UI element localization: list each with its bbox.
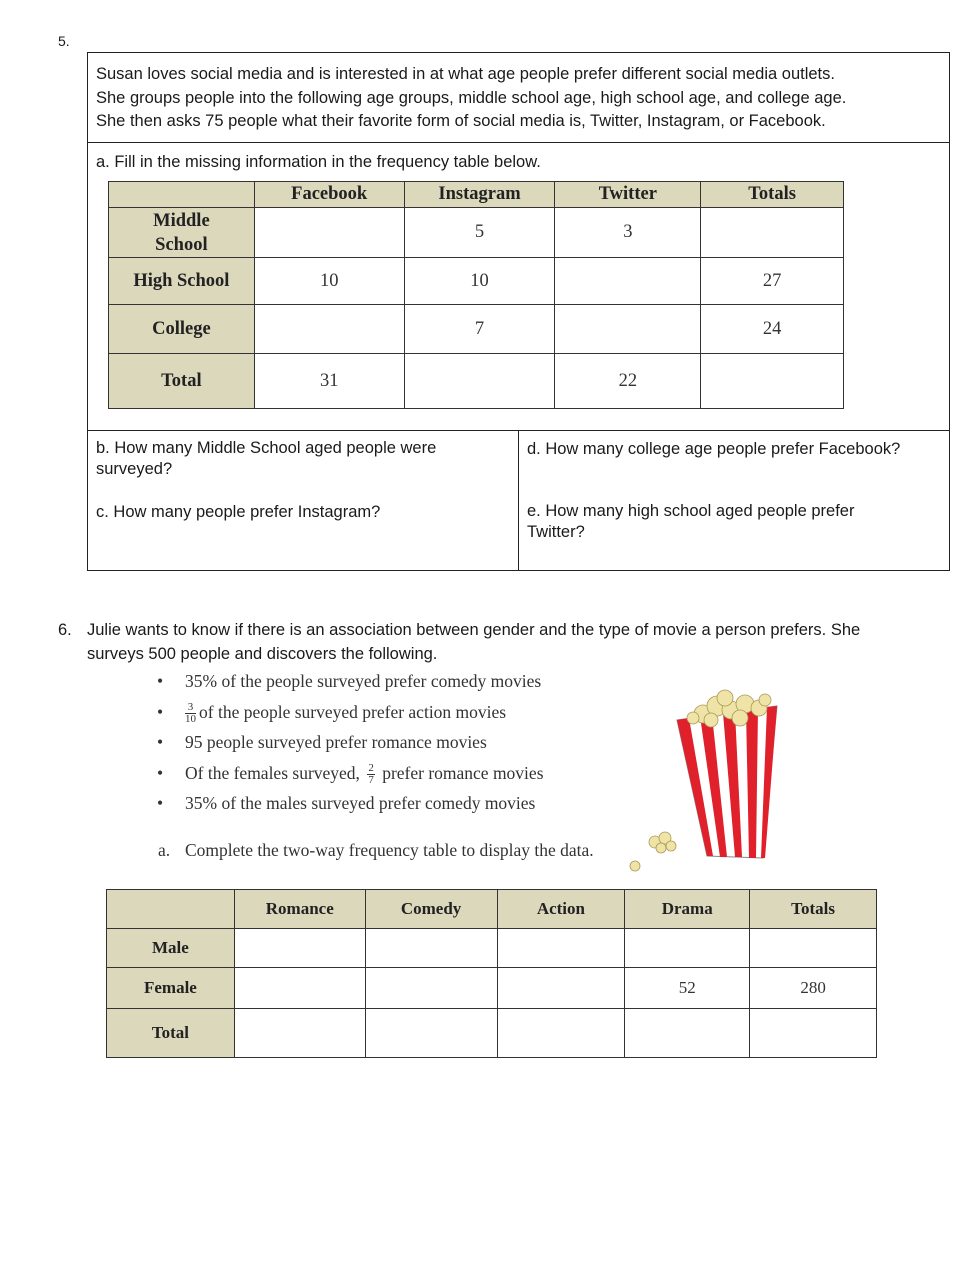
row-label-total: Total	[107, 1009, 235, 1058]
table-cell: 10	[254, 258, 404, 305]
movie-frequency-table	[106, 889, 877, 1058]
part-c-question: c. How many people prefer Instagram?	[96, 503, 381, 521]
header-comedy: Comedy	[365, 890, 497, 929]
row-label-total: Total	[109, 354, 255, 409]
table-cell	[234, 929, 365, 968]
table-cell: 31	[254, 354, 404, 409]
table-cell	[404, 354, 555, 409]
header-corner	[109, 182, 255, 208]
fact-text: prefer romance movies	[382, 762, 544, 783]
header-instagram: Instagram	[404, 182, 555, 208]
intro-line: surveys 500 people and discovers the following.	[87, 644, 438, 663]
header-facebook: Facebook	[254, 182, 404, 208]
header-totals: Totals	[750, 890, 877, 929]
table-cell	[701, 354, 844, 409]
table-cell	[750, 1009, 877, 1058]
row-label-male: Male	[107, 929, 235, 968]
table-cell	[497, 968, 625, 1009]
fact-text: of the people surveyed prefer action movies	[199, 701, 507, 722]
part-b-question: b. How many Middle School aged people were surveyed?	[96, 439, 437, 478]
intro-line: Susan loves social media and is interested in at what age people prefer different social media outlets.	[96, 65, 835, 83]
table-cell: 27	[701, 258, 844, 305]
table-cell	[497, 1009, 625, 1058]
table-cell	[234, 968, 365, 1009]
row-label-female: Female	[107, 968, 235, 1009]
fraction-three-tenths	[185, 702, 196, 725]
table-cell	[625, 1009, 750, 1058]
table-cell	[365, 929, 497, 968]
table-cell	[254, 305, 404, 354]
row-label-line: Middle	[153, 210, 210, 231]
list-item	[157, 728, 665, 759]
intro-line: She groups people into the following age groups, middle school age, high school age, and college age.	[96, 88, 847, 107]
table-cell: 22	[555, 354, 701, 409]
row-label-high-school: High School	[109, 258, 255, 305]
header-twitter: Twitter	[555, 182, 701, 208]
list-item	[157, 667, 665, 698]
row-label-college: College	[109, 305, 255, 354]
row-label-middle-school	[109, 208, 255, 258]
table-cell	[254, 208, 404, 258]
table-cell: 3	[555, 208, 701, 258]
intro-line: Julie wants to know if there is an association between gender and the type of movie a person prefers. She	[87, 621, 861, 639]
fraction-denominator: 7	[368, 773, 374, 786]
table-cell	[365, 968, 497, 1009]
part-a-label: a.	[158, 840, 171, 860]
list-item	[157, 789, 665, 820]
bullet: •	[157, 762, 164, 783]
table-cell	[750, 929, 877, 968]
intro-line: She then asks 75 people what their favorite form of social media is, Twitter, Instagram, or Facebook.	[96, 112, 826, 130]
table-cell: 24	[701, 305, 844, 354]
problem-6-number: 6.	[58, 621, 72, 639]
fact-text: 35% of the males surveyed prefer comedy movies	[185, 793, 536, 813]
list-item	[157, 698, 665, 729]
table-cell: 10	[404, 258, 555, 305]
fraction-numerator: 3	[185, 702, 196, 714]
table-cell	[555, 305, 701, 354]
fraction-numerator: 2	[368, 761, 374, 774]
bullet: •	[157, 793, 164, 813]
table-cell	[365, 1009, 497, 1058]
table-cell: 5	[404, 208, 555, 258]
part-d-question: d. How many college age people prefer Facebook?	[527, 440, 901, 458]
problem-5-box	[87, 52, 950, 571]
popcorn-kernel-icon	[630, 832, 676, 871]
fact-text: 95 people surveyed prefer romance movies	[185, 732, 487, 752]
header-corner	[107, 890, 235, 929]
bullet: •	[157, 701, 164, 722]
fraction-denominator: 10	[185, 712, 196, 725]
survey-facts-list	[157, 667, 665, 820]
bullet: •	[157, 732, 164, 752]
fraction-two-sevenths	[367, 763, 375, 786]
table-cell	[234, 1009, 365, 1058]
social-media-frequency-table	[108, 181, 844, 409]
part-a-instruction: a. Fill in the missing information in the frequency table below.	[96, 153, 541, 171]
table-cell: 280	[750, 968, 877, 1009]
part-a-instruction: Complete the two-way frequency table to display the data.	[185, 840, 594, 860]
fact-text: 35% of the people surveyed prefer comedy movies	[185, 671, 542, 691]
part-e-question: e. How many high school aged people prefer Twitter?	[527, 502, 855, 541]
table-cell	[701, 208, 844, 258]
table-cell	[497, 929, 625, 968]
fact-text: Of the females surveyed,	[185, 762, 360, 783]
problem-5-table-area	[88, 143, 949, 431]
header-drama: Drama	[625, 890, 750, 929]
list-item	[157, 759, 665, 790]
bullet: •	[157, 671, 164, 691]
table-cell	[555, 258, 701, 305]
table-cell: 52	[625, 968, 750, 1009]
questions-right-column	[519, 431, 949, 571]
header-action: Action	[497, 890, 625, 929]
header-totals: Totals	[701, 182, 844, 208]
problem-5-number: 5.	[58, 33, 70, 49]
problem-6-intro	[87, 619, 957, 666]
row-label-line: School	[155, 234, 208, 255]
questions-left-column	[88, 431, 519, 571]
table-cell: 7	[404, 305, 555, 354]
table-cell	[625, 929, 750, 968]
popcorn-box-icon	[625, 688, 785, 878]
problem-5-intro	[88, 53, 949, 143]
header-romance: Romance	[234, 890, 365, 929]
